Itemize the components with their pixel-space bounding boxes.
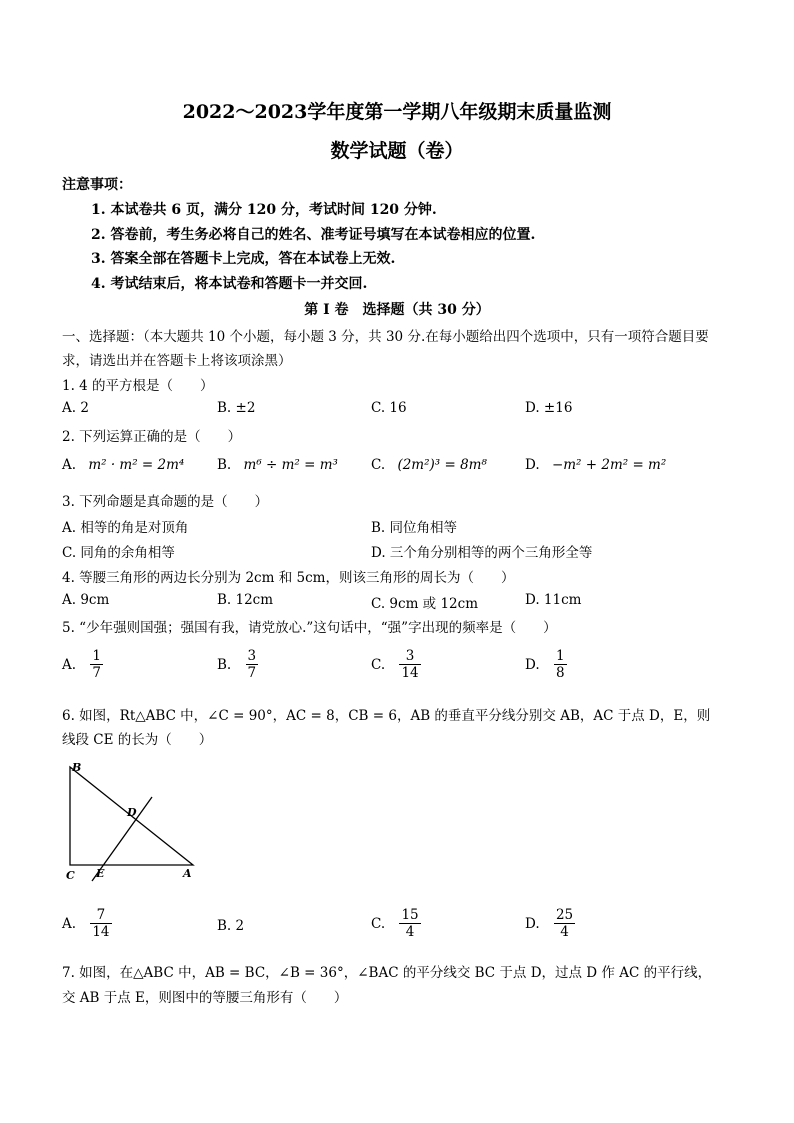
q5-option-a-label: A.	[62, 656, 77, 673]
q2-option-b-label: B.	[217, 457, 232, 473]
q4-option-d: D. 11cm	[525, 592, 582, 608]
q4-stem: 4. 等腰三角形的两边长分别为 2cm 和 5cm，则该三角形的周长为（ ）	[62, 570, 515, 586]
section-instructions-1: 一、选择题：（本大题共 10 个小题，每小题 3 分，共 30 分.在每小题给出四个选项中，只有一项符合题目要	[62, 329, 709, 345]
section-instructions-2: 求，请选出并在答题卡上将该项涂黑）	[62, 353, 292, 369]
notes-item-4: 4. 考试结束后，将本试卷和答题卡一并交回.	[91, 276, 368, 292]
q6-option-c	[371, 907, 421, 940]
q5-option-b-fraction	[246, 648, 259, 681]
section-title: 第 I 卷 选择题（共 30 分）	[304, 302, 490, 318]
q6-option-d-num: 25	[555, 907, 574, 923]
label-b: B	[72, 761, 82, 774]
q3-stem: 3. 下列命题是真命题的是（ ）	[62, 494, 269, 510]
q6-option-a-label: A.	[62, 915, 77, 932]
q2-option-b	[217, 457, 338, 473]
q6-option-a-den: 14	[92, 924, 110, 940]
q6-option-c-den: 4	[405, 924, 415, 940]
q2-option-d-expr: −m² + 2m² = m²	[551, 457, 667, 473]
q6-figure	[55, 755, 205, 885]
q6-option-c-label: C.	[371, 915, 386, 932]
q5-stem: 5. “少年强则国强；强国有我，请党放心.”这句话中，“强”字出现的频率是（ ）	[62, 620, 557, 636]
q1-option-a: A. 2	[62, 400, 89, 416]
q1-option-b: B. ±2	[217, 400, 256, 416]
q5-option-d-num: 1	[555, 648, 565, 664]
q2-option-c-expr: (2m²)³ = 8m⁸	[397, 457, 487, 473]
q2-option-c	[371, 457, 487, 473]
q5-option-c-label: C.	[371, 656, 386, 673]
q2-option-d-label: D.	[525, 457, 540, 473]
label-c: C	[66, 869, 75, 882]
q5-option-d-fraction	[554, 648, 567, 681]
q1-stem: 1. 4 的平方根是（ ）	[62, 378, 214, 394]
q5-option-d-den: 8	[555, 665, 565, 681]
q5-option-a-num: 1	[92, 648, 101, 664]
q2-option-d	[525, 457, 666, 473]
q5-option-c-num: 3	[399, 648, 420, 665]
q6-option-a-num: 7	[90, 907, 111, 924]
notes-item-3: 3. 答案全部在答题卡上完成，答在本试卷上无效.	[91, 251, 396, 267]
q2-stem: 2. 下列运算正确的是（ ）	[62, 429, 242, 445]
q6-option-c-fraction	[399, 907, 420, 940]
q6-stem-2: 线段 CE 的长为（ ）	[62, 732, 213, 748]
label-e: E	[96, 867, 105, 880]
q3-option-d: D. 三个角分别相等的两个三角形全等	[371, 545, 593, 561]
q6-option-d-fraction	[554, 907, 575, 940]
q6-option-a	[62, 907, 112, 940]
label-a: A	[183, 867, 192, 880]
notes-item-1: 1. 本试卷共 6 页，满分 120 分，考试时间 120 分钟.	[91, 202, 437, 218]
q6-option-a-fraction	[90, 907, 111, 940]
q4-option-a: A. 9cm	[62, 592, 110, 608]
q6-option-b	[217, 917, 244, 934]
q4-option-b: B. 12cm	[217, 592, 274, 608]
q5-option-c-fraction	[399, 648, 420, 681]
q5-option-c-den: 14	[401, 665, 419, 681]
q2-option-a	[62, 457, 184, 473]
q6-option-b-label: B. 2	[217, 917, 245, 934]
label-d: D	[127, 806, 137, 819]
q6-stem-1: 6. 如图，Rt△ABC 中，∠C = 90°，AC = 8，CB = 6，AB 的垂直平分线分别交 AB，AC 于点 D，E，则	[62, 708, 711, 724]
q5-option-d-label: D.	[525, 656, 540, 673]
q6-option-d-den: 4	[560, 924, 569, 940]
exam-title: 2022～2023学年度第一学期八年级期末质量监测	[182, 101, 612, 123]
q5-option-c	[371, 648, 421, 681]
notes-item-2: 2. 答卷前，考生务必将自己的姓名、准考证号填写在本试卷相应的位置.	[91, 227, 536, 243]
q2-option-a-label: A.	[62, 457, 77, 473]
q7-stem-2: 交 AB 于点 E，则图中的等腰三角形有（ ）	[62, 990, 348, 1006]
q5-option-b-num: 3	[247, 648, 257, 664]
q2-option-b-expr: m⁶ ÷ m² = m³	[243, 457, 338, 473]
q4-option-c: C. 9cm 或 12cm	[371, 596, 479, 612]
q7-stem-1: 7. 如图，在△ABC 中，AB = BC，∠B = 36°，∠BAC 的平分线交 BC 于点 D，过点 D 作 AC 的平行线，	[62, 965, 712, 981]
q2-option-c-label: C.	[371, 457, 386, 473]
q3-option-c: C. 同角的余角相等	[62, 545, 175, 561]
q1-option-c: C. 16	[371, 400, 407, 416]
q3-option-a: A. 相等的角是对顶角	[62, 520, 189, 536]
q5-option-a	[62, 648, 103, 681]
q1-option-d: D. ±16	[525, 400, 573, 416]
q5-option-d	[525, 648, 567, 681]
q6-option-c-num: 15	[401, 907, 419, 923]
q5-option-b-den: 7	[247, 665, 257, 681]
q5-option-b-label: B.	[217, 656, 232, 673]
q5-option-a-fraction	[90, 648, 103, 681]
q6-option-d-label: D.	[525, 915, 540, 932]
q5-option-b	[217, 648, 258, 681]
q5-option-a-den: 7	[92, 665, 101, 681]
q6-option-d	[525, 907, 575, 940]
exam-subtitle: 数学试题（卷）	[330, 140, 464, 162]
q3-option-b: B. 同位角相等	[371, 520, 458, 536]
notes-heading: 注意事项：	[62, 177, 132, 193]
q2-option-a-expr: m² · m² = 2m⁴	[88, 457, 185, 473]
